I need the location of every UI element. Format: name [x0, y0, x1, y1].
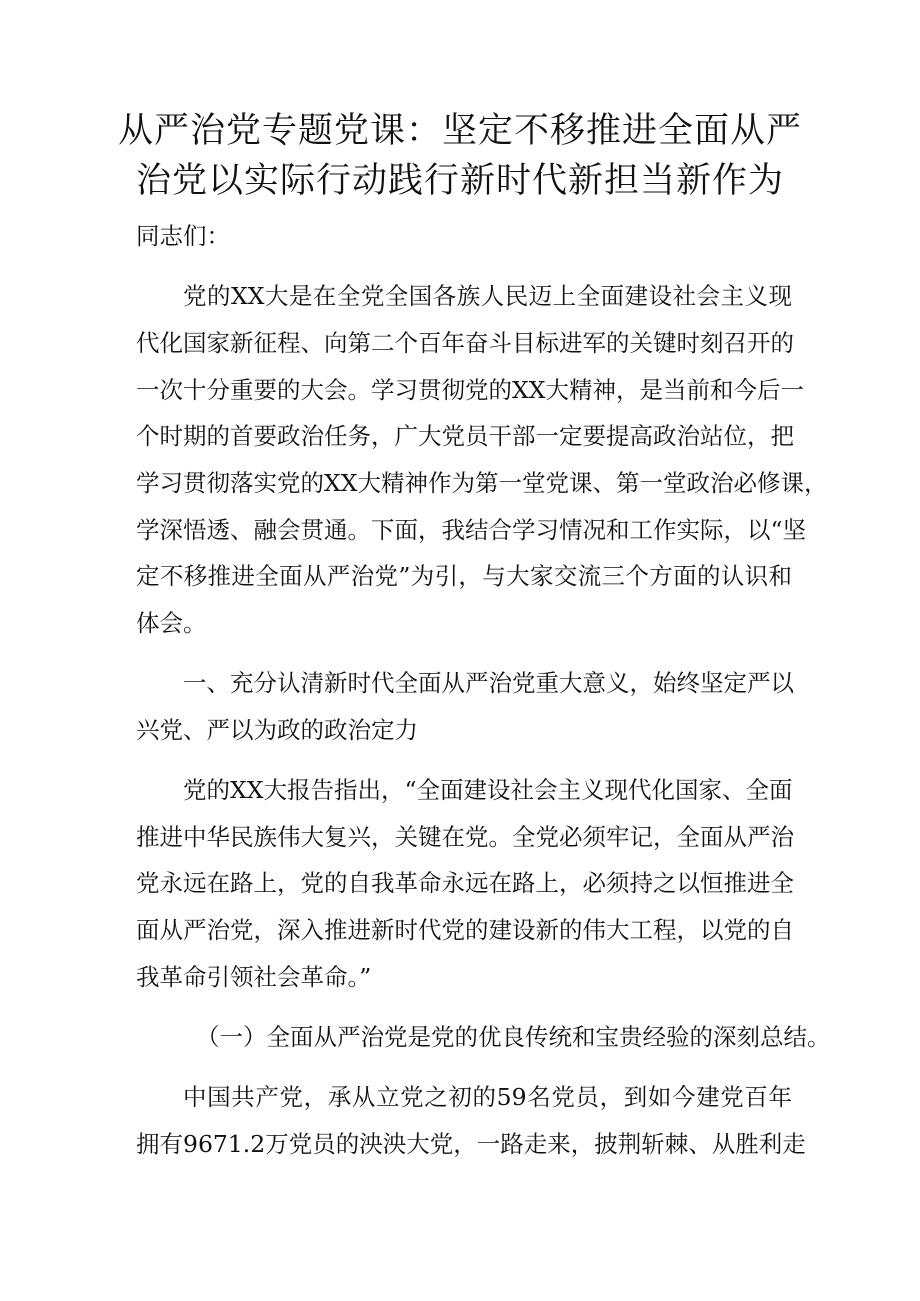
para2-line: 我革命引领社会革命。” — [136, 963, 372, 991]
para1-line: 党的XX大是在全党全国各族人民迈上全面建设社会主义现 — [183, 282, 792, 310]
document-title-line-2: 治党以实际行动践行新时代新担当新作为 — [135, 161, 784, 201]
para1-line: 体会。 — [136, 609, 207, 637]
para2-line: 党的XX大报告指出，“全面建设社会主义现代化国家、全面 — [183, 776, 793, 804]
para2-line: 面从严治党，深入推进新时代党的建设新的伟大工程，以党的自 — [136, 916, 794, 944]
para1-line: 个时期的首要政治任务，广大党员干部一定要提高政治站位，把 — [136, 422, 794, 450]
section-heading-line: 一、充分认清新时代全面从严治党重大意义，始终坚定严以 — [183, 669, 794, 697]
para1-line: 一次十分重要的大会。学习贯彻党的XX大精神，是当前和今后一 — [136, 376, 804, 404]
salutation: 同志们： — [136, 222, 230, 250]
para3-line: 拥有9671.2万党员的泱泱大党，一路走来，披荆斩棘、从胜利走 — [136, 1130, 806, 1158]
para1-line: 学深悟透、融会贯通。下面，我结合学习情况和工作实际，以“坚 — [136, 516, 807, 544]
para1-line: 学习贯彻落实党的XX大精神作为第一堂党课、第一堂政治必修课， — [136, 469, 828, 497]
para3-line: 中国共产党，承从立党之初的59名党员，到如今建党百年 — [183, 1083, 792, 1111]
para1-line: 代化国家新征程、向第二个百年奋斗目标进军的关键时刻召开的 — [136, 329, 794, 357]
document-title-line-1: 从严治党专题党课：坚定不移推进全面从严 — [117, 111, 802, 151]
section-heading-line: 兴党、严以为政的政治定力 — [136, 716, 418, 744]
para2-line: 推进中华民族伟大复兴，关键在党。全党必须牢记，全面从严治 — [136, 823, 794, 851]
subsection-heading: （一）全面从严治党是党的优良传统和宝贵经验的深刻总结。 — [196, 1023, 831, 1051]
para2-line: 党永远在路上，党的自我革命永远在路上，必须持之以恒推进全 — [136, 869, 794, 897]
para1-line: 定不移推进全面从严治党”为引，与大家交流三个方面的认识和 — [136, 562, 792, 590]
